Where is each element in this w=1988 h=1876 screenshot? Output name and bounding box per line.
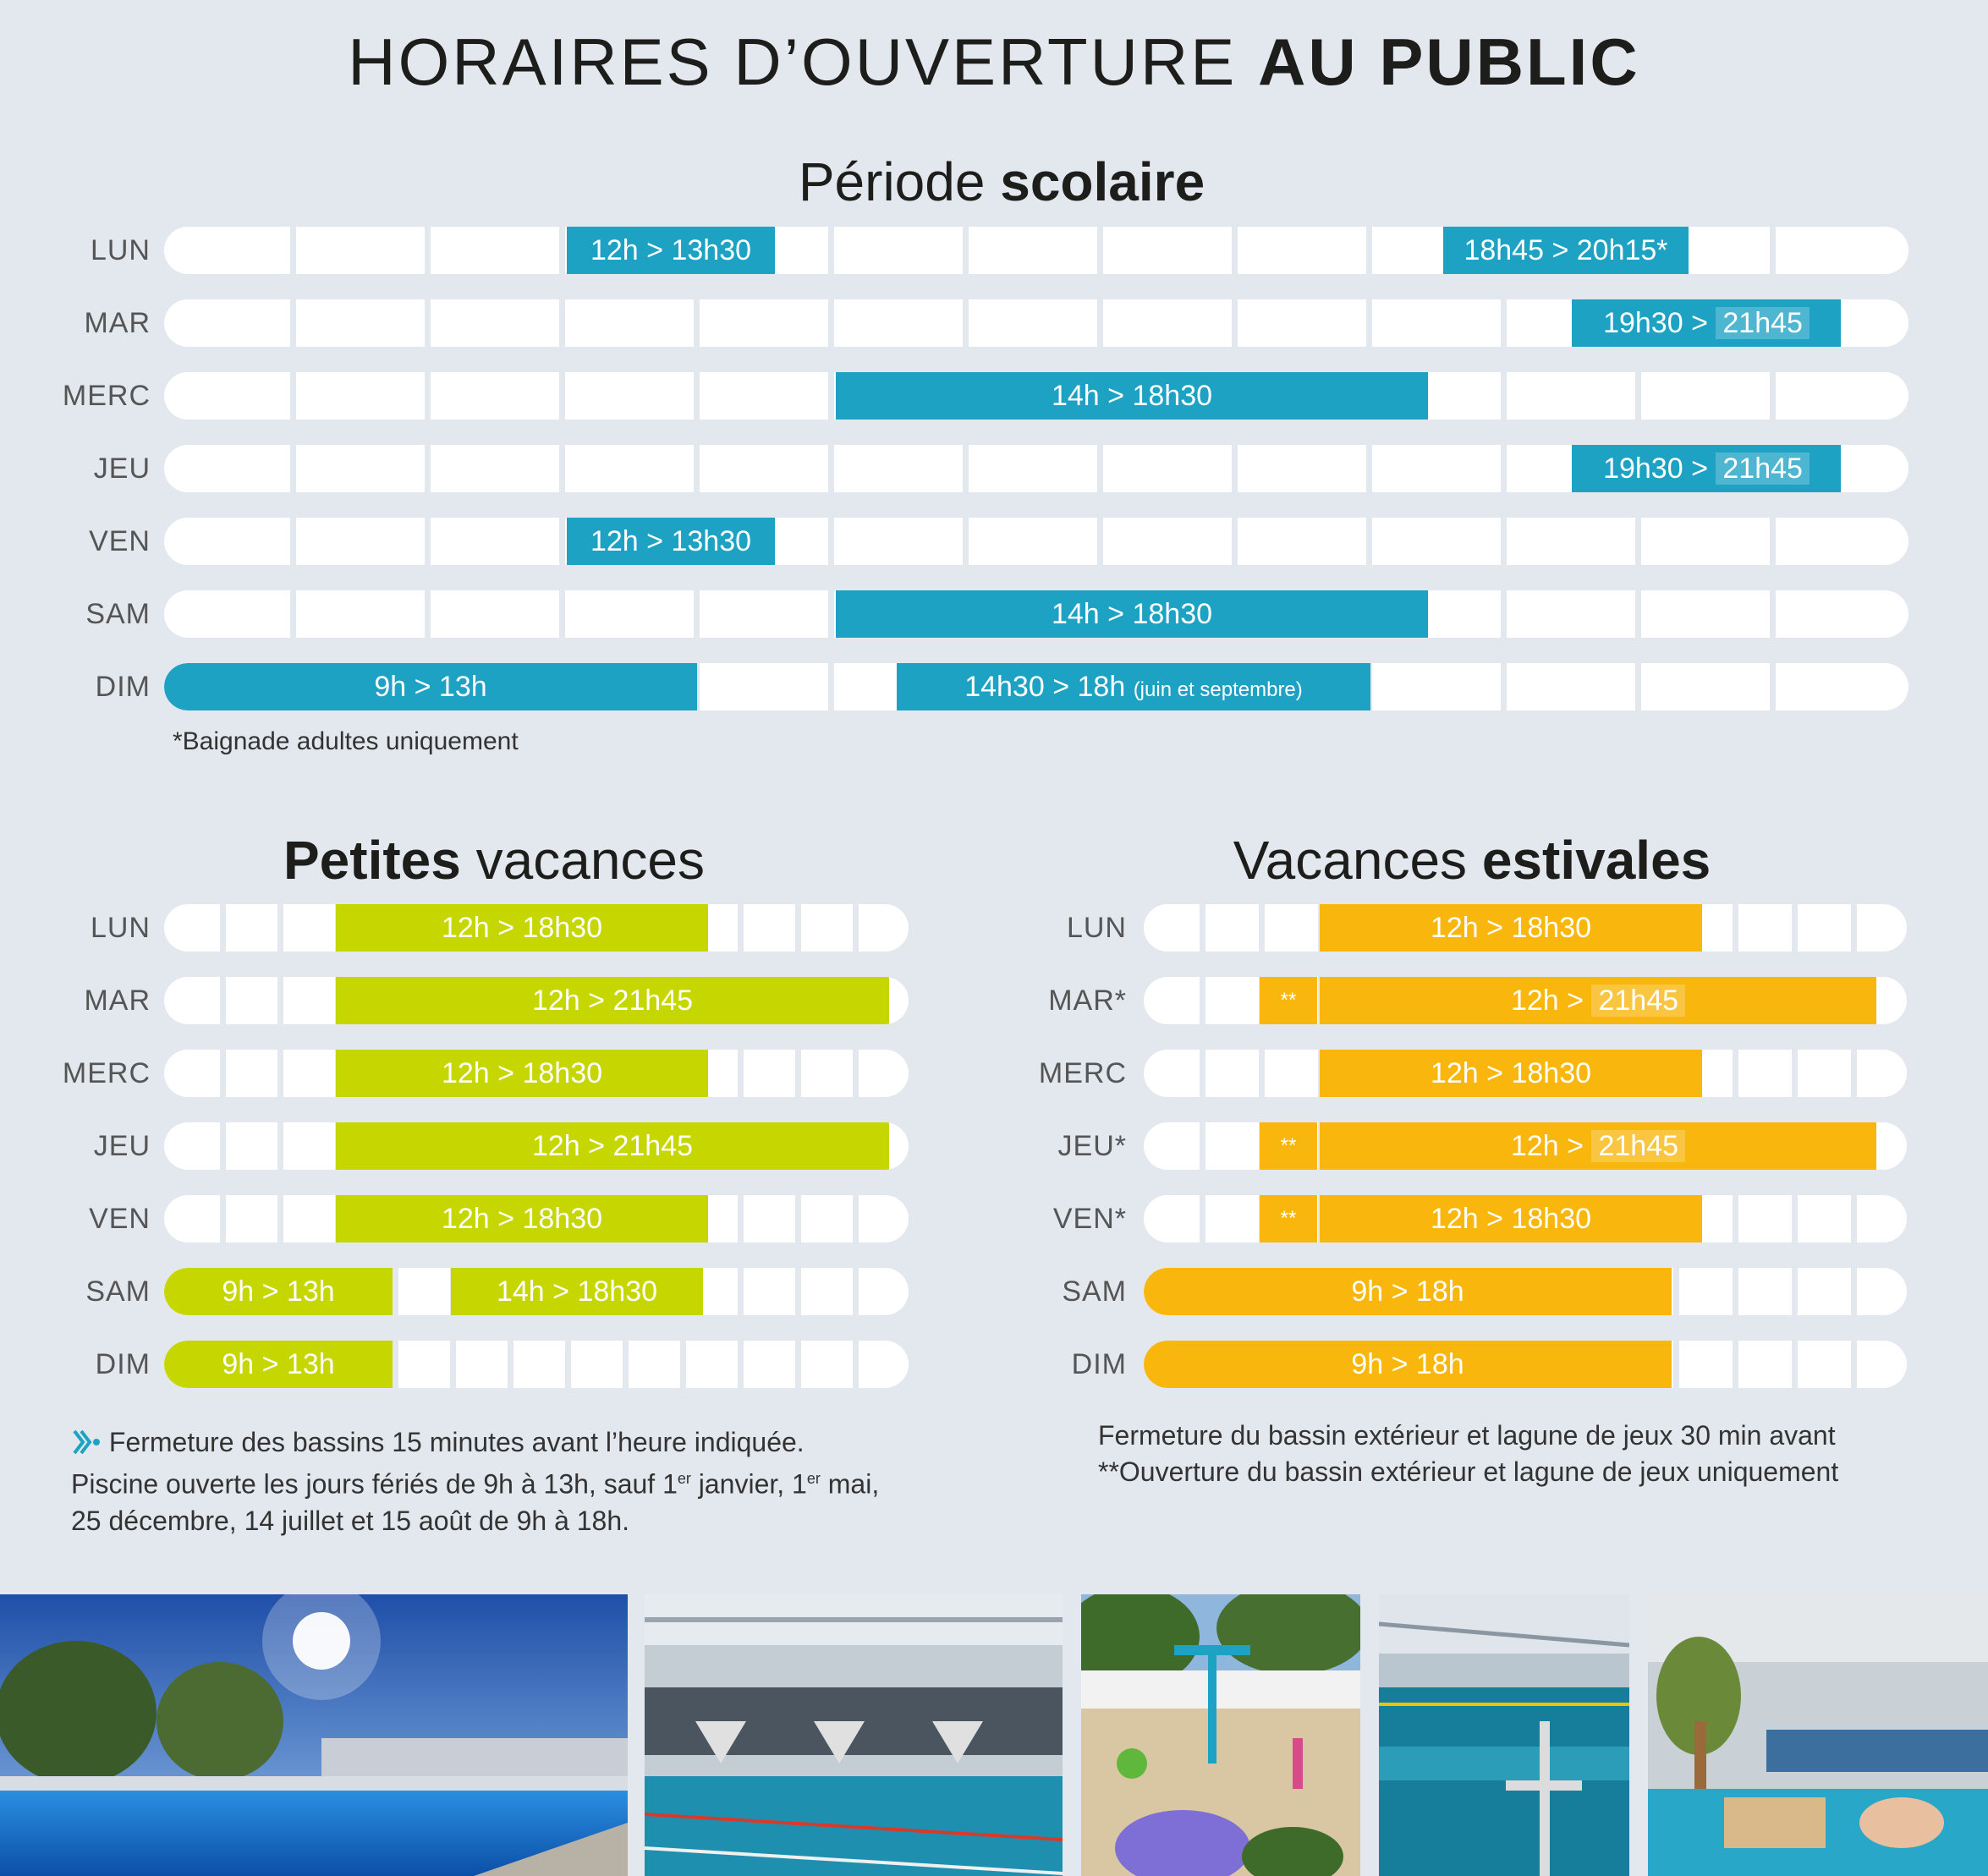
time-slot: 9h > 18h [1144, 1341, 1672, 1388]
footnote-line: janvier, 1 [690, 1468, 807, 1500]
time-slot-start: 19h30 > [1603, 307, 1716, 339]
day-label: SAM [1062, 1275, 1127, 1308]
footnote-line: **Ouverture du bassin extérieur et lagune de jeux uniquement [1098, 1456, 1839, 1487]
time-slot-extra: ** [1260, 1122, 1317, 1170]
footnote-superscript: er [806, 1470, 821, 1487]
section-title-regular: Période [798, 151, 986, 212]
time-slot: 9h > 13h [164, 1341, 393, 1388]
schedule-estivales [1007, 904, 1988, 1395]
time-slot: 12h > 21h45 [336, 1122, 889, 1170]
time-slot-end: 21h45 [1716, 307, 1810, 339]
time-slot: 12h > 13h30 [567, 518, 775, 565]
time-slot-extra: ** [1260, 977, 1317, 1024]
footnote-scolaire: *Baignade adultes uniquement [173, 727, 519, 755]
section-title-bold: scolaire [1000, 151, 1205, 212]
time-slot-end: 21h45 [1591, 985, 1685, 1017]
schedule-row-scolaire-jeu [164, 445, 1908, 492]
time-slot: 12h > 21h45 [336, 977, 889, 1024]
schedule-row-petites-jeu [164, 1122, 909, 1170]
time-slot [897, 663, 1370, 710]
page-title [0, 24, 1988, 101]
day-label: MERC [1038, 1057, 1127, 1089]
schedule-scolaire [0, 227, 1988, 717]
time-slot: 18h45 > 20h15* [1443, 227, 1689, 274]
day-label: MAR [84, 307, 151, 339]
footnote-line: Piscine ouverte les jours fériés de 9h à 13h, sauf 1 [71, 1468, 678, 1500]
footnote-line: mai, [820, 1468, 880, 1500]
day-label: LUN [90, 912, 151, 944]
time-slot: 12h > 13h30 [567, 227, 775, 274]
day-label: VEN [89, 1203, 151, 1235]
schedule-row-petites-lun [164, 904, 909, 952]
footnote-estivales [1098, 1418, 1838, 1490]
day-label: MERC [62, 1057, 151, 1089]
day-label: SAM [85, 598, 151, 630]
schedule-row-scolaire-dim [164, 663, 1908, 710]
schedule-row-estivales-dim [1144, 1341, 1907, 1388]
time-slot: 12h > 18h30 [336, 904, 708, 952]
time-slot-extra: ** [1260, 1195, 1317, 1242]
schedule-row-scolaire-lun [164, 227, 1908, 274]
section-title-estivales [1134, 829, 1810, 891]
day-label: DIM [95, 671, 151, 703]
day-label: VEN* [1052, 1203, 1127, 1235]
schedule-row-scolaire-mar [164, 299, 1908, 347]
schedule-row-estivales-merc [1144, 1050, 1907, 1097]
time-slot [1572, 299, 1841, 347]
time-slot-label: 14h30 > 18h [964, 671, 1126, 703]
time-slot [1320, 1122, 1876, 1170]
footnote-line: Fermeture du bassin extérieur et lagune de jeux 30 min avant [1098, 1420, 1836, 1451]
schedule-row-petites-mar [164, 977, 909, 1024]
photo-outdoor-pool [0, 1594, 628, 1876]
time-slot-start: 12h > [1510, 985, 1592, 1017]
schedule-row-petites-dim [164, 1341, 909, 1388]
section-title-bold: estivales [1481, 830, 1711, 891]
section-title-scolaire [0, 151, 1988, 213]
swimmer-icon [71, 1428, 102, 1456]
section-title-bold: Petites [283, 830, 461, 891]
footnote-line: 25 décembre, 14 juillet et 15 août de 9h à 18h. [71, 1505, 630, 1536]
time-slot-start: 12h > [1510, 1130, 1592, 1162]
day-label: VEN [89, 525, 151, 557]
time-slot-start: 19h30 > [1603, 453, 1716, 485]
time-slot: 12h > 18h30 [1320, 1050, 1702, 1097]
photo-indoor-pool-lift [1379, 1594, 1629, 1876]
schedule-row-scolaire-sam [164, 590, 1908, 638]
time-slot-end: 21h45 [1591, 1130, 1685, 1162]
schedule-row-petites-ven [164, 1195, 909, 1242]
time-slot: 12h > 18h30 [1320, 904, 1702, 952]
schedule-row-estivales-mar [1144, 977, 1907, 1024]
footnote-line: Fermeture des bassins 15 minutes avant l’heure indiquée. [108, 1427, 805, 1457]
time-slot: 12h > 18h30 [336, 1050, 708, 1097]
day-label: MAR* [1048, 985, 1127, 1017]
time-slot-note: (juin et septembre) [1133, 678, 1303, 701]
schedule-petites [0, 904, 931, 1395]
schedule-row-estivales-ven [1144, 1195, 1907, 1242]
schedule-row-petites-sam [164, 1268, 909, 1315]
day-label: MERC [62, 380, 151, 412]
day-label: LUN [1066, 912, 1127, 944]
time-slot: 9h > 13h [164, 1268, 393, 1315]
day-label: DIM [1071, 1348, 1127, 1380]
time-slot: 14h > 18h30 [451, 1268, 703, 1315]
day-label: SAM [85, 1275, 151, 1308]
photo-indoor-pool-slide [1648, 1594, 1988, 1876]
photo-indoor-pool [645, 1594, 1063, 1876]
footnote-superscript: er [677, 1470, 691, 1487]
schedule-row-scolaire-merc [164, 372, 1908, 420]
footnote-petites [71, 1424, 879, 1539]
time-slot: 14h > 18h30 [836, 590, 1428, 638]
section-title-regular: Vacances [1233, 830, 1468, 891]
schedule-row-scolaire-ven [164, 518, 1908, 565]
time-slot-end: 21h45 [1716, 453, 1810, 485]
schedule-row-estivales-jeu [1144, 1122, 1907, 1170]
time-slot [1320, 977, 1876, 1024]
day-label: JEU [93, 1130, 151, 1162]
page-title-bold: AU PUBLIC [1258, 25, 1640, 99]
day-label: JEU* [1057, 1130, 1127, 1162]
photo-splash-pad [1081, 1594, 1360, 1876]
time-slot: 9h > 18h [1144, 1268, 1672, 1315]
time-slot: 12h > 18h30 [336, 1195, 708, 1242]
day-label: JEU [93, 453, 151, 485]
section-title-petites [152, 829, 836, 891]
day-label: DIM [95, 1348, 151, 1380]
day-label: MAR [84, 985, 151, 1017]
time-slot: 14h > 18h30 [836, 372, 1428, 420]
schedule-row-petites-merc [164, 1050, 909, 1097]
section-title-regular: vacances [475, 830, 706, 891]
time-slot: 12h > 18h30 [1320, 1195, 1702, 1242]
day-label: LUN [90, 234, 151, 266]
time-slot [1572, 445, 1841, 492]
schedule-row-estivales-lun [1144, 904, 1907, 952]
page-title-regular: HORAIRES D’OUVERTURE [348, 25, 1238, 99]
time-slot: 9h > 13h [164, 663, 697, 710]
schedule-row-estivales-sam [1144, 1268, 1907, 1315]
